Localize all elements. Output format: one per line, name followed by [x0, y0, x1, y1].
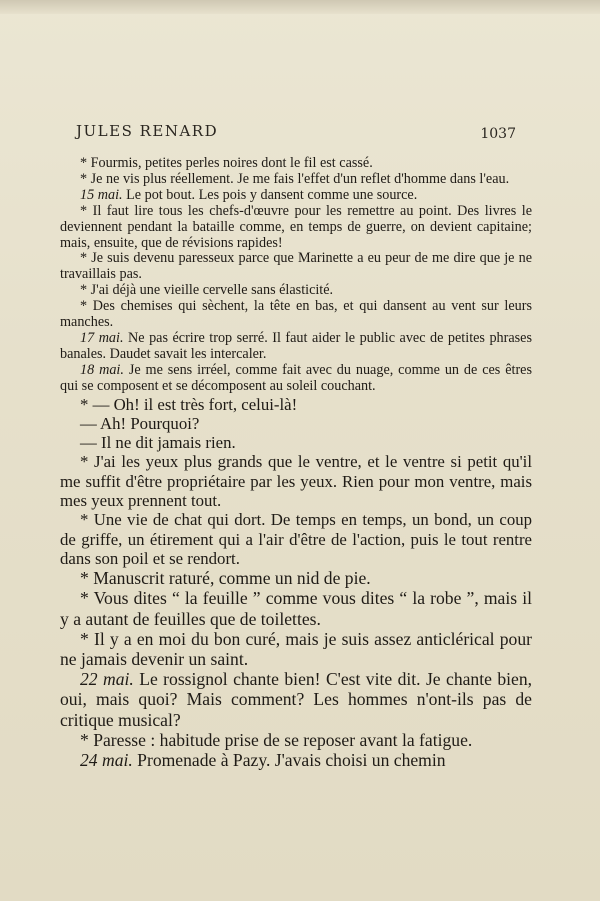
journal-entry: * Vous dites “ la feuille ” comme vous dites “ la robe ”, mais il y a autant de feuilles que de toilettes. — [60, 588, 532, 629]
journal-entry: * Une vie de chat qui dort. De temps en temps, un bond, un coup de griffe, un étirement qui a l'air d'être de l'action, puis le tout rentre dans son poil et se rendort. — [60, 510, 532, 568]
journal-entry: — Ah! Pourquoi? — [80, 413, 200, 433]
page-top-edge — [0, 0, 600, 14]
journal-entry: 17 mai. Ne pas écrire trop serré. Il faut aider le public avec de petites phrases banales. Daudet savait les intercaler. — [60, 329, 532, 362]
journal-entry: * J'ai déjà une vieille cervelle sans élasticité. — [80, 282, 334, 299]
journal-entry: * J'ai les yeux plus grands que le ventre, et le ventre si petit qu'il me suffit d'être propriétaire par les yeux. Rien pour mon ventre, mais mes yeux prennent tout. — [60, 452, 532, 511]
running-head: JULES RENARD — [76, 122, 219, 140]
entry-date: 22 mai. — [80, 669, 134, 690]
journal-entry: * Manuscrit raturé, comme un nid de pie. — [80, 568, 371, 589]
page-header — [76, 122, 516, 146]
journal-entry: 22 mai. Le rossignol chante bien! C'est vite dit. Je chante bien, oui, mais quoi? Mais comment? Les hommes n'ont-ils pas de critique musical? — [60, 669, 533, 730]
entry-date: 15 mai. — [80, 186, 123, 203]
journal-entry: * Il faut lire tous les chefs-d'œuvre pour les remettre au point. Des livres le deviennent pendant la bataille comme, en temps de guerre, on devient capitaine; mais, ensuite, que de révisions rapides! — [60, 202, 532, 251]
entry-date: 18 mai. — [80, 361, 124, 378]
journal-entry: * Paresse : habitude prise de se reposer avant la fatigue. — [80, 729, 473, 750]
journal-entry: * Il y a en moi du bon curé, mais je suis assez anticlérical pour ne jamais devenir un saint. — [60, 628, 532, 670]
journal-entry: 18 mai. Je me sens irréel, comme fait avec du nuage, comme un de ces êtres qui se composent et se décomposent au soleil couchant. — [60, 361, 532, 394]
journal-entry: * Des chemises qui sèchent, la tête en bas, et qui dansent au vent sur leurs manches. — [60, 298, 532, 331]
journal-entry: 24 mai. Promenade à Pazy. J'avais choisi un chemin — [80, 750, 446, 771]
entry-date: 24 mai. — [80, 750, 133, 771]
journal-entry: — Il ne dit jamais rien. — [80, 433, 236, 453]
journal-entry: * Je ne vis plus réellement. Je me fais l'effet d'un reflet d'homme dans l'eau. — [80, 170, 510, 187]
journal-entry: 15 mai. Le pot bout. Les pois y dansent comme une source. — [80, 186, 418, 203]
journal-entry: * Je suis devenu paresseux parce que Marinette a eu peur de me dire que je ne travaillais pas. — [60, 250, 532, 283]
journal-entry: * Fourmis, petites perles noires dont le fil est cassé. — [80, 155, 373, 171]
journal-text — [60, 156, 532, 770]
page-number: 1037 — [480, 126, 516, 142]
journal-entry: * — Oh! il est très fort, celui-là! — [80, 394, 298, 414]
entry-date: 17 mai. — [80, 329, 124, 346]
